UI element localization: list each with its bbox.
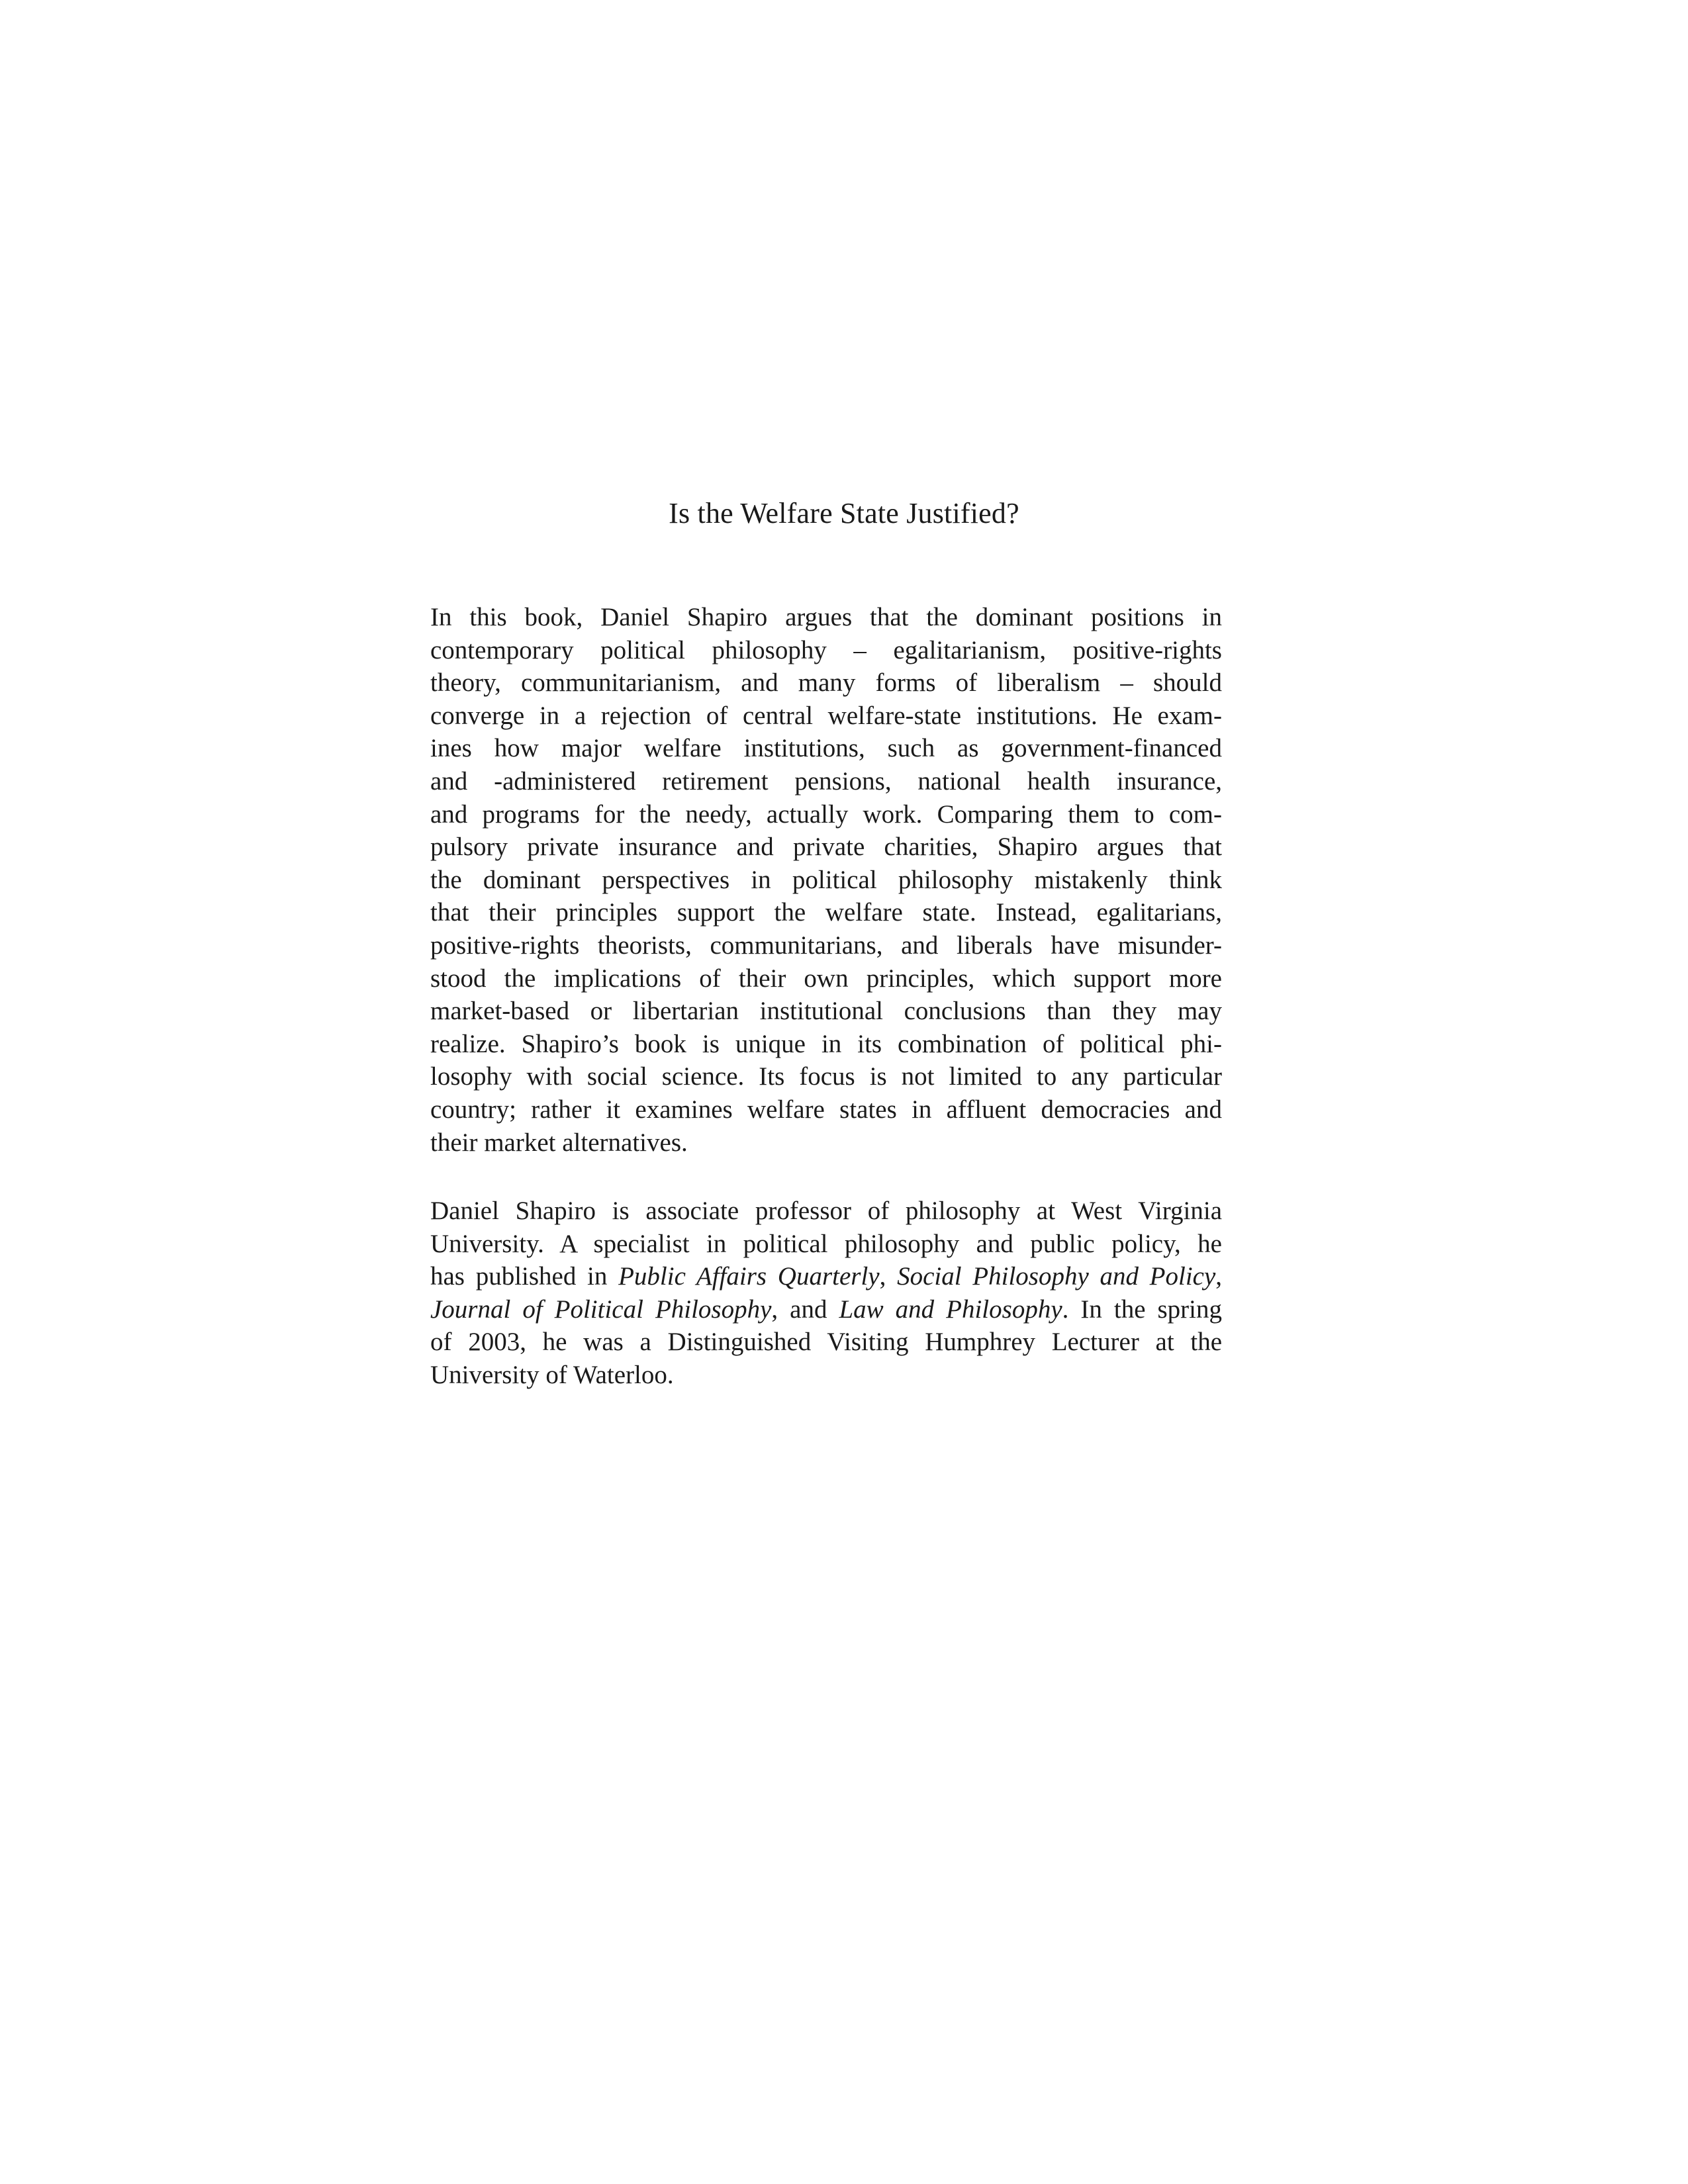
description-line: realize. Shapiro’s book is unique in its combination of political phi- bbox=[430, 1029, 1222, 1058]
description-line: and programs for the needy, actually work. Comparing them to com- bbox=[430, 799, 1222, 829]
bio-text: , bbox=[879, 1262, 898, 1291]
description-line: pulsory private insurance and private charities, Shapiro argues that bbox=[430, 833, 1222, 862]
description-line: ines how major welfare institutions, such as government-financed bbox=[430, 734, 1222, 763]
description-line: market-based or libertarian institutional conclusions than they may bbox=[430, 997, 1222, 1026]
book-title: Is the Welfare State Justified? bbox=[669, 497, 1019, 529]
bio-line: University of Waterloo. bbox=[430, 1360, 674, 1389]
journal-title: Journal of Political Philosophy bbox=[430, 1295, 772, 1324]
journal-title: Law and Philosophy bbox=[839, 1295, 1062, 1324]
bio-line: Daniel Shapiro is associate professor of philosophy at West Virginia bbox=[430, 1197, 1222, 1225]
bio-line: University. A specialist in political philosophy and public policy, he bbox=[430, 1229, 1222, 1258]
description-line: country; rather it examines welfare states in affluent democracies and bbox=[430, 1095, 1222, 1124]
bio-text: , bbox=[1215, 1262, 1223, 1291]
book-description-paragraph bbox=[430, 601, 1222, 1159]
description-line: In this book, Daniel Shapiro argues that the dominant positions in bbox=[430, 603, 1222, 631]
author-bio-paragraph bbox=[430, 1195, 1222, 1392]
bio-text: . In the spring bbox=[1062, 1295, 1222, 1324]
description-line: contemporary political philosophy – egalitarianism, positive-rights bbox=[430, 635, 1222, 664]
journal-title: Social Philosophy and Policy bbox=[897, 1262, 1216, 1291]
description-line: converge in a rejection of central welfare-state institutions. He exam- bbox=[430, 701, 1222, 730]
bio-line bbox=[430, 1293, 1222, 1326]
bio-text: , and bbox=[771, 1295, 839, 1324]
description-line: and -administered retirement pensions, national health insurance, bbox=[430, 766, 1222, 796]
description-line: that their principles support the welfare state. Instead, egalitarians, bbox=[430, 898, 1222, 927]
bio-text: has published in bbox=[430, 1262, 619, 1291]
journal-title: Public Affairs Quarterly bbox=[618, 1262, 880, 1291]
bio-line: of 2003, he was a Distinguished Visiting Humphrey Lecturer at the bbox=[430, 1328, 1222, 1357]
description-line: stood the implications of their own principles, which support more bbox=[430, 964, 1222, 993]
description-line: theory, communitarianism, and many forms of liberalism – should bbox=[430, 668, 1222, 698]
description-line: the dominant perspectives in political philosophy mistakenly think bbox=[430, 865, 1222, 894]
description-line: positive-rights theorists, communitarians, and liberals have misunder- bbox=[430, 931, 1222, 960]
description-line: losophy with social science. Its focus is not limited to any particular bbox=[430, 1062, 1222, 1091]
bio-line bbox=[430, 1260, 1222, 1293]
description-line: their market alternatives. bbox=[430, 1128, 688, 1157]
